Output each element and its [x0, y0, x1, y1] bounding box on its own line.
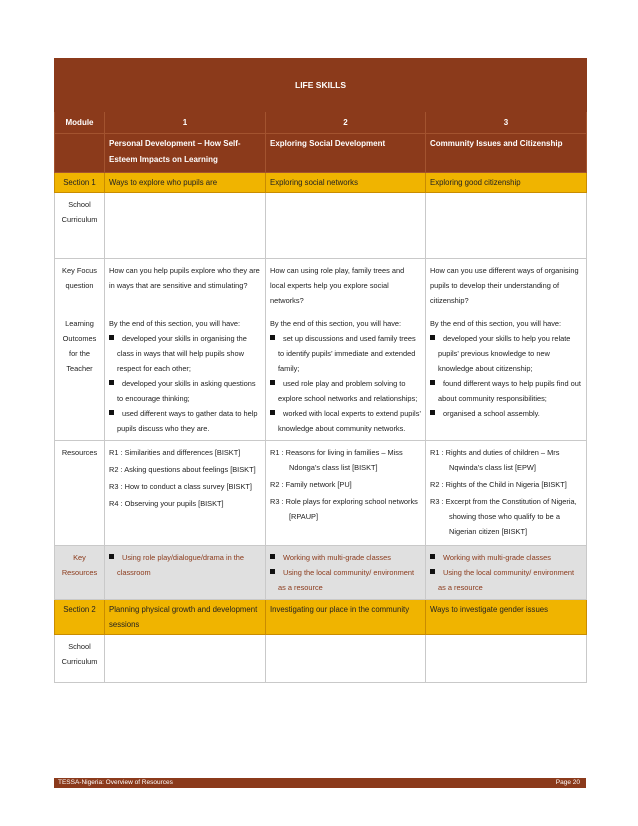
list-item: found different ways to help pupils find out about community responsibilities; — [430, 376, 582, 406]
bullet-icon — [430, 410, 435, 415]
section-title: Exploring social networks — [266, 173, 426, 193]
list-item: developed your skills to help you relate pupils’ previous knowledge to new knowledge about citizenship; — [430, 331, 582, 376]
module-number: 2 — [266, 112, 426, 134]
module-number: 3 — [426, 112, 587, 134]
resources-cell — [426, 441, 587, 546]
key-focus-question: How can using role play, family trees and local experts help you explore social networks? — [266, 259, 426, 313]
section-title: Planning physical growth and development sessions — [105, 600, 266, 635]
resources-row — [55, 441, 587, 546]
list-item: used role play and problem solving to explore school networks and relationships; — [270, 376, 421, 406]
table-title-row — [55, 59, 587, 112]
bullet-icon — [270, 554, 275, 559]
resource-item: R2 : Rights of the Child in Nigeria [BISKT] — [430, 480, 567, 489]
resource-item: R1 : Reasons for living in families – Miss Ndonga’s class list [BISKT] — [270, 448, 403, 472]
bullet-icon — [430, 380, 435, 385]
list-item: used different ways to gather data to help pupils discuss who they are. — [109, 406, 261, 436]
key-resources-cell — [266, 546, 426, 600]
bullet-icon — [270, 569, 275, 574]
resource-item: R2 : Asking questions about feelings [BISKT] — [109, 465, 256, 474]
module-name: Personal Development – How Self-Esteem Impacts on Learning — [105, 134, 266, 173]
key-focus-question: How can you use different ways of organising pupils to develop their understanding of citizenship? — [426, 259, 587, 313]
page-number: Page 20 — [555, 779, 580, 786]
bullet-icon — [109, 410, 114, 415]
section-label: Section 1 — [55, 173, 105, 193]
learning-outcomes-cell — [105, 312, 266, 441]
row-label: Resources — [55, 441, 105, 546]
life-skills-table — [54, 58, 587, 683]
key-focus-question: How can you help pupils explore who they are in ways that are sensitive and stimulating? — [105, 259, 266, 313]
section-title: Ways to explore who pupils are — [105, 173, 266, 193]
page-footer — [54, 778, 586, 788]
bullet-icon — [270, 380, 275, 385]
list-item: Using role play/dialogue/drama in the classroom — [109, 550, 261, 580]
footer-title: TESSA-Nigeria: Overview of Resources — [58, 779, 173, 786]
module-number-row — [55, 112, 587, 134]
learning-outcomes-row — [55, 312, 587, 441]
key-resources-row — [55, 546, 587, 600]
section-1-row — [55, 173, 587, 193]
resources-cell — [105, 441, 266, 546]
row-label: School Curriculum — [55, 193, 105, 259]
bullet-icon — [430, 569, 435, 574]
learning-outcomes-cell — [426, 312, 587, 441]
bullet-icon — [270, 335, 275, 340]
document-page — [54, 58, 586, 683]
module-name-row — [55, 134, 587, 173]
resource-item: R4 : Observing your pupils [BISKT] — [109, 499, 224, 508]
resource-item: R1 : Similarities and differences [BISKT] — [109, 448, 241, 457]
module-name: Community Issues and Citizenship — [426, 134, 587, 173]
resources-cell — [266, 441, 426, 546]
bullet-icon — [430, 335, 435, 340]
list-item: worked with local experts to extend pupils’ knowledge about community networks. — [270, 406, 421, 436]
list-item: Using the local community/ environment as a resource — [430, 565, 582, 595]
row-label: School Curriculum — [55, 635, 105, 683]
list-item: Working with multi-grade classes — [430, 550, 582, 565]
list-item: developed your skills in organising the class in ways that will help pupils show respect for each other; — [109, 331, 261, 376]
list-item: set up discussions and used family trees to identify pupils’ immediate and extended family; — [270, 331, 421, 376]
module-name: Exploring Social Development — [266, 134, 426, 173]
row-label: Key Focus question — [55, 259, 105, 313]
resource-item: R3 : Excerpt from the Constitution of Nigeria, showing those who qualify to be a Nigerian citizen [BISKT] — [430, 497, 577, 536]
module-label: Module — [55, 112, 105, 134]
list-item: Using the local community/ environment as a resource — [270, 565, 421, 595]
resource-item: R2 : Family network [PU] — [270, 480, 352, 489]
bullet-icon — [109, 335, 114, 340]
module-number: 1 — [105, 112, 266, 134]
outcomes-intro: By the end of this section, you will have: — [109, 319, 241, 328]
row-label: Key Resources — [55, 546, 105, 600]
section-title: Investigating our place in the community — [266, 600, 426, 635]
key-focus-row — [55, 259, 587, 313]
list-item: Working with multi-grade classes — [270, 550, 421, 565]
bullet-icon — [109, 554, 114, 559]
outcomes-intro: By the end of this section, you will have: — [430, 319, 562, 328]
outcomes-intro: By the end of this section, you will have: — [270, 319, 402, 328]
key-resources-cell — [105, 546, 266, 600]
resource-item: R3 : How to conduct a class survey [BISKT] — [109, 482, 252, 491]
list-item: developed your skills in asking questions to encourage thinking; — [109, 376, 261, 406]
row-label: Learning Outcomes for the Teacher — [55, 312, 105, 441]
school-curriculum-row — [55, 635, 587, 683]
list-item: organised a school assembly. — [430, 406, 582, 421]
bullet-icon — [270, 410, 275, 415]
table-title: LIFE SKILLS — [55, 59, 587, 112]
resource-item: R3 : Role plays for exploring school networks [RPAUP] — [270, 497, 418, 521]
section-2-row — [55, 600, 587, 635]
section-label: Section 2 — [55, 600, 105, 635]
bullet-icon — [430, 554, 435, 559]
bullet-icon — [109, 380, 114, 385]
section-title: Exploring good citizenship — [426, 173, 587, 193]
school-curriculum-row — [55, 193, 587, 259]
key-resources-cell — [426, 546, 587, 600]
section-title: Ways to investigate gender issues — [426, 600, 587, 635]
resource-item: R1 : Rights and duties of children – Mrs Nqwinda’s class list [EPW] — [430, 448, 560, 472]
learning-outcomes-cell — [266, 312, 426, 441]
